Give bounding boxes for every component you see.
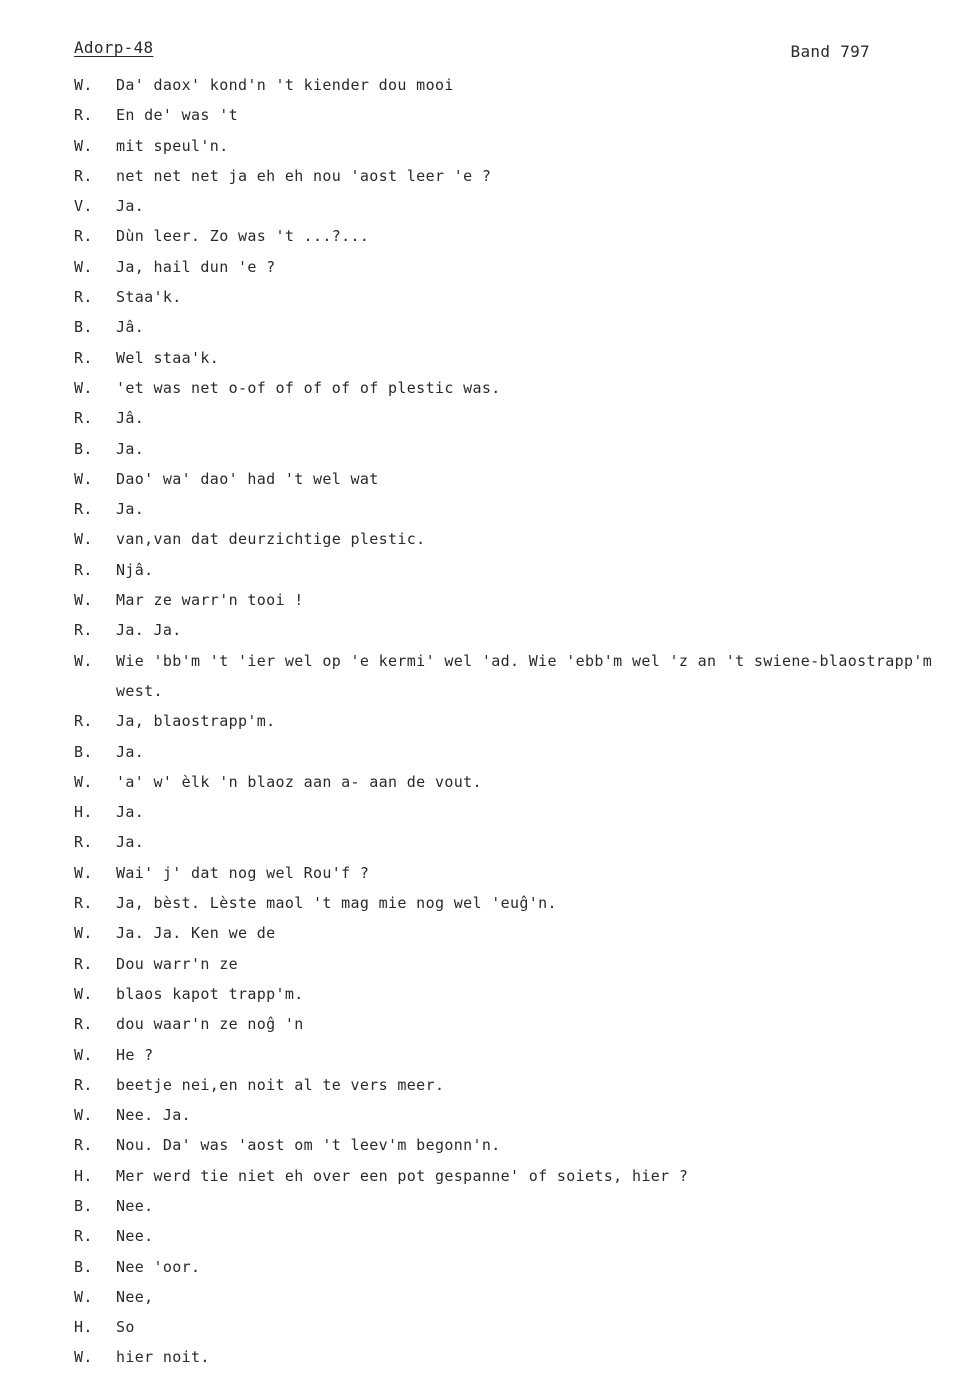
- speaker-label: R.: [74, 106, 93, 125]
- transcript-line: [74, 464, 934, 494]
- speaker-label: R.: [74, 1136, 93, 1155]
- speaker-label: H.: [74, 803, 93, 822]
- transcript-line: [74, 1070, 934, 1100]
- transcript-line: [74, 585, 934, 615]
- utterance-text: He ?: [116, 1045, 154, 1064]
- utterance-text: 'a' w' èlk 'n blaoz aan a- aan de vout.: [116, 772, 482, 791]
- transcript-line: [74, 1252, 934, 1282]
- utterance-text: Wai' j' dat nog wel Rou'f ?: [116, 863, 370, 882]
- utterance-text: Njâ.: [116, 560, 154, 579]
- speaker-label: R.: [74, 954, 93, 973]
- utterance-text: Dao' wa' dao' had 't wel wat: [116, 469, 379, 488]
- transcript-line: [74, 434, 934, 464]
- speaker-label: W.: [74, 1045, 93, 1064]
- utterance-text: mit speul'n.: [116, 136, 229, 155]
- speaker-label: W.: [74, 591, 93, 610]
- speaker-label: W.: [74, 1348, 93, 1367]
- transcript-line: [74, 1221, 934, 1251]
- speaker-label: B.: [74, 742, 93, 761]
- speaker-label: W.: [74, 1106, 93, 1125]
- utterance-text: Ja, hail dun 'e ?: [116, 257, 276, 276]
- band-number: Band 797: [790, 42, 870, 61]
- transcript-line: [74, 1161, 934, 1191]
- transcript-line: [74, 1191, 934, 1221]
- transcript-line: [74, 615, 934, 645]
- transcript-line: [74, 100, 934, 130]
- speaker-label: R.: [74, 833, 93, 852]
- utterance-text: beetje nei,en noit al te vers meer.: [116, 1075, 445, 1094]
- speaker-label: R.: [74, 409, 93, 428]
- speaker-label: R.: [74, 500, 93, 519]
- transcript-line: [74, 797, 934, 827]
- speaker-label: R.: [74, 348, 93, 367]
- transcript-line: [74, 827, 934, 857]
- transcript-line: [74, 1009, 934, 1039]
- transcript-line: [74, 1130, 934, 1160]
- transcript-line: [74, 1342, 934, 1372]
- utterance-text: Jâ.: [116, 318, 145, 337]
- transcript-line: [74, 767, 934, 797]
- speaker-label: R.: [74, 166, 93, 185]
- speaker-label: V.: [74, 197, 93, 216]
- transcript-line: [74, 221, 934, 251]
- utterance-text: Nee.: [116, 1196, 154, 1215]
- utterance-text: Ja.: [116, 500, 145, 519]
- transcript-line: [74, 343, 934, 373]
- transcript-line: [74, 131, 934, 161]
- utterance-text: Ja. Ja. Ken we de: [116, 924, 276, 943]
- transcript-line: [74, 1100, 934, 1130]
- speaker-label: W.: [74, 257, 93, 276]
- transcript-line: [74, 1312, 934, 1342]
- transcript-line: [74, 1282, 934, 1312]
- speaker-label: H.: [74, 1166, 93, 1185]
- transcript-line: [74, 888, 934, 918]
- transcript-line: [74, 949, 934, 979]
- utterance-text: Wel staa'k.: [116, 348, 220, 367]
- transcript-line: [74, 403, 934, 433]
- utterance-text: Ja, bèst. Lèste maol 't mag mie nog wel 'euĝ'n.: [116, 894, 557, 913]
- utterance-text: Wie 'bb'm 't 'ier wel op 'e kermi' wel 'ad. Wie 'ebb'm wel 'z an 't swiene-blaostrapp'm west.: [116, 651, 933, 700]
- transcript-line: [74, 191, 934, 221]
- speaker-label: W.: [74, 76, 93, 94]
- transcript-line: [74, 555, 934, 585]
- transcript-line: [74, 918, 934, 948]
- utterance-text: Staa'k.: [116, 288, 182, 307]
- speaker-label: B.: [74, 439, 93, 458]
- transcript-line: [74, 70, 934, 100]
- utterance-text: Jâ.: [116, 409, 145, 428]
- transcript-line: [74, 646, 934, 707]
- utterance-text: Mer werd tie niet eh over een pot gespanne' of soiets, hier ?: [116, 1166, 689, 1185]
- utterance-text: blaos kapot trapp'm.: [116, 984, 304, 1003]
- utterance-text: Ja.: [116, 742, 145, 761]
- speaker-label: R.: [74, 712, 93, 731]
- utterance-text: 'et was net o-of of of of of plestic was.: [116, 378, 501, 397]
- speaker-label: R.: [74, 1075, 93, 1094]
- transcript-line: [74, 737, 934, 767]
- utterance-text: So: [116, 1318, 135, 1337]
- speaker-label: B.: [74, 1257, 93, 1276]
- speaker-label: R.: [74, 227, 93, 246]
- utterance-text: van,van dat deurzichtige plestic.: [116, 530, 426, 549]
- transcript-line: [74, 494, 934, 524]
- speaker-label: W.: [74, 1287, 93, 1306]
- speaker-label: H.: [74, 1318, 93, 1337]
- utterance-text: Dùn leer. Zo was 't ...?...: [116, 227, 370, 246]
- transcript-line: [74, 524, 934, 554]
- utterance-text: Nee,: [116, 1287, 154, 1306]
- speaker-label: W.: [74, 984, 93, 1003]
- transcript-line: [74, 858, 934, 888]
- speaker-label: B.: [74, 1196, 93, 1215]
- utterance-text: dou waar'n ze noĝ 'n: [116, 1015, 304, 1034]
- transcript-line: [74, 252, 934, 282]
- speaker-label: W.: [74, 772, 93, 791]
- transcript-line: [74, 312, 934, 342]
- speaker-label: W.: [74, 651, 93, 670]
- utterance-text: Ja.: [116, 197, 145, 216]
- speaker-label: W.: [74, 136, 93, 155]
- transcript-body: [74, 70, 934, 1373]
- transcript-line: [74, 706, 934, 736]
- transcript-line: [74, 161, 934, 191]
- utterance-text: Nee. Ja.: [116, 1106, 192, 1125]
- speaker-label: R.: [74, 1015, 93, 1034]
- transcript-line: [74, 1040, 934, 1070]
- utterance-text: Nee.: [116, 1227, 154, 1246]
- speaker-label: W.: [74, 378, 93, 397]
- speaker-label: R.: [74, 560, 93, 579]
- speaker-label: W.: [74, 469, 93, 488]
- speaker-label: B.: [74, 318, 93, 337]
- utterance-text: Dou warr'n ze: [116, 954, 238, 973]
- document-header: [74, 38, 874, 64]
- transcript-line: [74, 979, 934, 1009]
- speaker-label: R.: [74, 621, 93, 640]
- utterance-text: En de' was 't: [116, 106, 238, 125]
- utterance-text: Nee 'oor.: [116, 1257, 201, 1276]
- transcript-line: [74, 373, 934, 403]
- utterance-text: hier noit.: [116, 1348, 210, 1367]
- utterance-text: Ja. Ja.: [116, 621, 182, 640]
- speaker-label: R.: [74, 288, 93, 307]
- speaker-label: R.: [74, 894, 93, 913]
- speaker-label: W.: [74, 924, 93, 943]
- speaker-label: R.: [74, 1227, 93, 1246]
- utterance-text: Mar ze warr'n tooi !: [116, 591, 304, 610]
- utterance-text: net net net ja eh eh nou 'aost leer 'e ?: [116, 166, 492, 185]
- speaker-label: W.: [74, 863, 93, 882]
- utterance-text: Ja, blaostrapp'm.: [116, 712, 276, 731]
- speaker-label: W.: [74, 530, 93, 549]
- transcript-line: [74, 282, 934, 312]
- utterance-text: Ja.: [116, 803, 145, 822]
- utterance-text: Ja.: [116, 833, 145, 852]
- utterance-text: Nou. Da' was 'aost om 't leev'm begonn'n.: [116, 1136, 501, 1155]
- document-id: Adorp-48: [74, 38, 154, 57]
- utterance-text: Da' daox' kond'n 't kiender dou mooi: [116, 76, 454, 94]
- utterance-text: Ja.: [116, 439, 145, 458]
